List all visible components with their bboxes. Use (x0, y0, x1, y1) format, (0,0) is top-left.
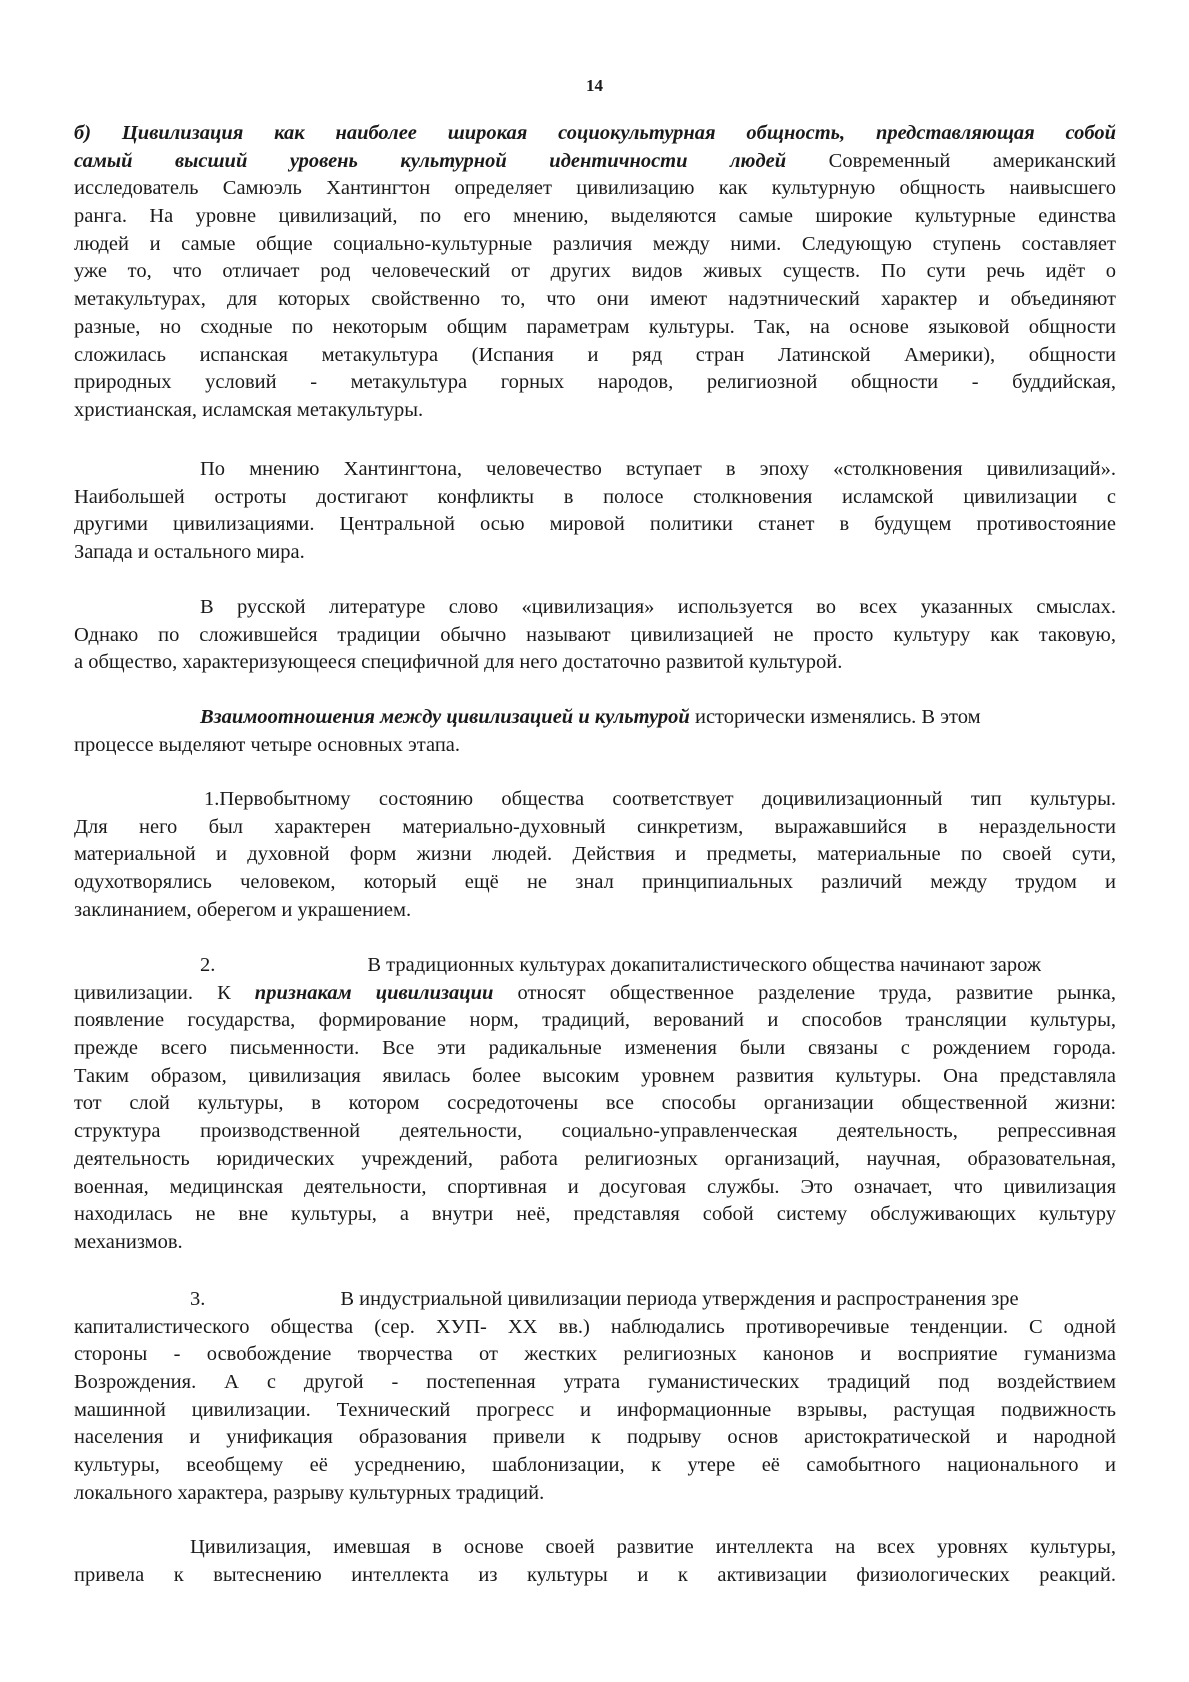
text-line: военная, медицинская деятельности, спортивная и досуговая службы. Это означает, что цивилизация (74, 1175, 1116, 1198)
bold-phrase: самый высший уровень культурной идентичности людей (74, 149, 787, 172)
text-line: В русской литературе слово «цивилизация» используется во всех указанных смыслах. (200, 596, 1116, 618)
text-fragment: В индустриальной цивилизации периода утверждения и распространения зре (340, 1288, 1019, 1310)
text-line: христианская, исламская метакультуры. (74, 398, 424, 421)
text-line: находилась не вне культуры, а внутри неё, представляя собой систему обслуживающих культуру (74, 1203, 1116, 1226)
text-line: заклинанием, оберегом и украшением. (74, 898, 412, 921)
text-line: людей и самые общие социально-культурные различия между ними. Следующую ступень составляет (74, 232, 1116, 255)
text-line (74, 952, 1116, 980)
bold-phrase: признакам цивилизации (254, 981, 494, 1004)
text-fragment: относят общественное разделение труда, развитие рынка, (493, 981, 1116, 1004)
text-line: прежде всего письменности. Все эти радикальные изменения были связаны с рождением города. (74, 1037, 1116, 1060)
list-number: 2. (200, 954, 216, 976)
paragraph-stage-3 (74, 1286, 1116, 1508)
text-line: 1.Первобытному состоянию общества соответствует доцивилизационный тип культуры. (204, 788, 1116, 810)
text-line: метакультурах, для которых свойственно то, что они имеют надэтнический характер и объединяют (74, 288, 1116, 311)
text-line: материальной и духовной форм жизни людей. Действия и предметы, материальные по своей сути, (74, 843, 1116, 866)
text-line (74, 980, 1116, 1008)
text-line: деятельность юридических учреждений, работа религиозных организаций, научная, образовательная, (74, 1147, 1116, 1170)
text-line: стороны - освобождение творчества от жестких религиозных канонов и восприятие гуманизма (74, 1343, 1116, 1366)
paragraph-civilization-definition (74, 120, 1116, 425)
text-fragment: цивилизации. К (74, 981, 255, 1004)
text-line: процессе выделяют четыре основных этапа. (74, 733, 461, 756)
text-fragment: В традиционных культурах докапиталистического общества начинают зарож (367, 954, 1042, 976)
text-line: Таким образом, цивилизация явилась более высоким уровнем развития культуры. Она представляла (74, 1064, 1116, 1087)
text-line (74, 704, 1116, 732)
paragraph-intellect (74, 1534, 1116, 1589)
text-line: другими цивилизациями. Центральной осью мировой политики станет в будущем противостояние (74, 513, 1116, 536)
text-fragment: Современный американский (786, 149, 1116, 172)
text-line: Возрождения. А с другой - постепенная утрата гуманистических традиций под воздействием (74, 1371, 1116, 1394)
text-line: Наибольшей остроты достигают конфликты в полосе столкновения исламской цивилизации с (74, 485, 1116, 508)
bold-phrase: Взаимоотношения между цивилизацией и культурой (200, 706, 690, 728)
text-line: Запада и остального мира. (74, 541, 305, 564)
list-number: 3. (190, 1288, 206, 1310)
text-line: населения и унификация образования привели к подрыву основ аристократической и народной (74, 1426, 1116, 1449)
text-line: исследователь Самюэль Хантингтон определяет цивилизацию как культурную общность наивысшего (74, 177, 1116, 200)
paragraph-relations (74, 704, 1116, 759)
paragraph-stage-2 (74, 952, 1116, 1257)
text-line (74, 148, 1116, 176)
text-line: появление государства, формирование норм, традиций, верований и способов трансляции культуры, (74, 1009, 1116, 1032)
text-line: механизмов. (74, 1230, 183, 1253)
text-line: тот слой культуры, в котором сосредоточены все способы организации общественной жизни: (74, 1092, 1116, 1115)
text-line: По мнению Хантингтона, человечество вступает в эпоху «столкновения цивилизаций». (200, 458, 1116, 480)
text-line: капиталистического общества (сер. ХУП- ХХ вв.) наблюдались противоречивые тенденции. С одной (74, 1315, 1116, 1338)
text-line: уже то, что отличает род человеческий от других видов живых существ. По сути речь идёт о (74, 260, 1116, 283)
text-line (74, 1286, 1116, 1314)
text-line: природных условий - метакультура горных народов, религиозной общности - буддийская, (74, 371, 1116, 394)
text-line: Цивилизация, имевшая в основе своей развитие интеллекта на всех уровнях культуры, (190, 1536, 1116, 1558)
text-line: привела к вытеснению интеллекта из культуры и к активизации физиологических реакций. (74, 1563, 1116, 1586)
text-line: Для него был характерен материально-духовный синкретизм, выражавшийся в нераздельности (74, 815, 1116, 838)
heading-line: б) Цивилизация как наиболее широкая социокультурная общность, представляющая собой (74, 122, 1116, 144)
page-number: 14 (586, 76, 603, 95)
text-line: Однако по сложившейся традиции обычно называют цивилизацией не просто культуру как таковую, (74, 623, 1116, 646)
text-line: ранга. На уровне цивилизаций, по его мнению, выделяются самые широкие культурные единства (74, 205, 1116, 228)
paragraph-russian-literature (74, 594, 1116, 677)
paragraph-stage-1 (74, 786, 1116, 924)
text-line: а общество, характеризующееся специфичной для него достаточно развитой культурой. (74, 651, 843, 674)
text-fragment: исторически изменялись. В этом (689, 706, 981, 728)
paragraph-huntington (74, 456, 1116, 567)
text-line: машинной цивилизации. Технический прогресс и информационные взрывы, растущая подвижность (74, 1398, 1116, 1421)
text-line: культуры, всеобщему её усреднению, шаблонизации, к утере её самобытного национального и (74, 1454, 1116, 1477)
text-line: разные, но сходные по некоторым общим параметрам культуры. Так, на основе языковой общности (74, 315, 1116, 338)
text-line: локального характера, разрыву культурных традиций. (74, 1481, 545, 1504)
text-line: одухотворялись человеком, который ещё не знал принципиальных различий между трудом и (74, 871, 1116, 894)
text-line: сложилась испанская метакультура (Испания и ряд стран Латинской Америки), общности (74, 343, 1116, 366)
text-line: структура производственной деятельности, социально-управленческая деятельность, репрессивная (74, 1120, 1116, 1143)
